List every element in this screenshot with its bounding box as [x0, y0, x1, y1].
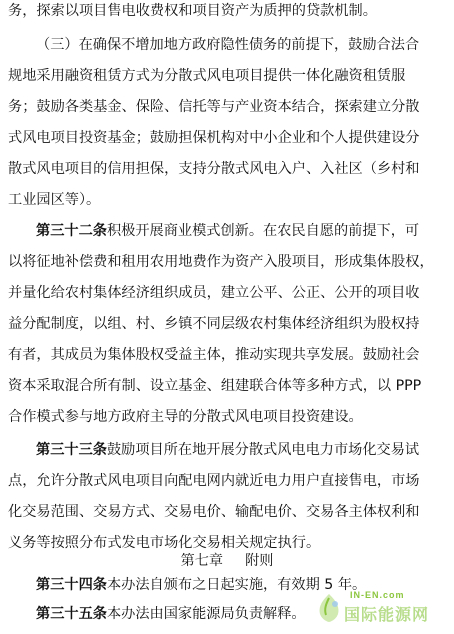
text-line: 点，允许分散式风电项目向配电网内就近电力用户直接售电，市场	[8, 473, 420, 489]
text-line: 规地采用融资租赁方式为分散式风电项目提供一体化融资租赁服	[8, 68, 406, 84]
text-line: 工业园区等）。	[8, 192, 101, 208]
text-line: 化交易范围、交易方式、交易电价、输配电价、交易各主体权利和	[8, 504, 420, 520]
text-line: 资本采取混合所有制、设立基金、组建联合体等多种方式，以 PPP	[8, 378, 422, 394]
watermark-domain-text: IN-EN.com	[350, 590, 405, 600]
article-32-label: 第三十二条	[36, 223, 107, 239]
text-line: （三）在确保不增加地方政府隐性债务的前提下，鼓励合法合	[36, 37, 420, 53]
article-35-text: 本办法由国家能源局负责解释。	[106, 606, 306, 622]
text-line: 散式风电项目的信用担保，支持分散式风电入户、入社区（乡村和	[8, 161, 420, 177]
in-en-watermark	[314, 590, 448, 628]
text-line: 务；鼓励各类基金、保险、信托等与产业资本结合，探索建立分散	[8, 99, 420, 115]
in-en-logo-icon	[314, 592, 344, 624]
article-35-label: 第三十五条	[36, 606, 107, 622]
article-33-text: 鼓励项目所在地开展分散式风电电力市场化交易试	[106, 442, 420, 458]
text-line: 义务等按照分布式发电市场化交易相关规定执行。	[8, 535, 321, 551]
text-line: 有者，其成员为集体股权受益主体，推动实现共享发展。鼓励社会	[8, 347, 420, 363]
watermark-site-name: 国际能源网	[344, 605, 430, 624]
article-34-text: 本办法自颁布之日起实施，有效期 5 年。	[106, 577, 367, 593]
chapter-number: 第七章	[180, 553, 224, 569]
text-line: 式风电项目投资基金；鼓励担保机构对中小企业和个人提供建设分	[8, 130, 420, 146]
chapter-title: 附则	[245, 553, 274, 569]
text-line: 并量化给农村集体经济组织成员，建立公平、公正、公开的项目收	[8, 285, 420, 301]
text-line: 合作模式参与地方政府主导的分散式风电项目投资建设。	[8, 409, 363, 425]
text-line: 务，探索以项目售电收费权和项目资产为质押的贷款机制。	[8, 3, 377, 19]
article-33-paragraph-start	[36, 436, 448, 464]
article-32-paragraph-start	[36, 217, 448, 245]
text-line: 益分配制度，以组、村、乡镇不同层级农村集体经济组织为股权持	[8, 316, 420, 332]
article-33-label: 第三十三条	[36, 442, 107, 458]
text-line: 以将征地补偿费和租用农用地费作为资产入股项目，形成集体股权，	[8, 254, 434, 270]
article-32-text: 积极开展商业模式创新。在农民自愿的前提下，可	[106, 223, 420, 239]
article-34-label: 第三十四条	[36, 577, 107, 593]
